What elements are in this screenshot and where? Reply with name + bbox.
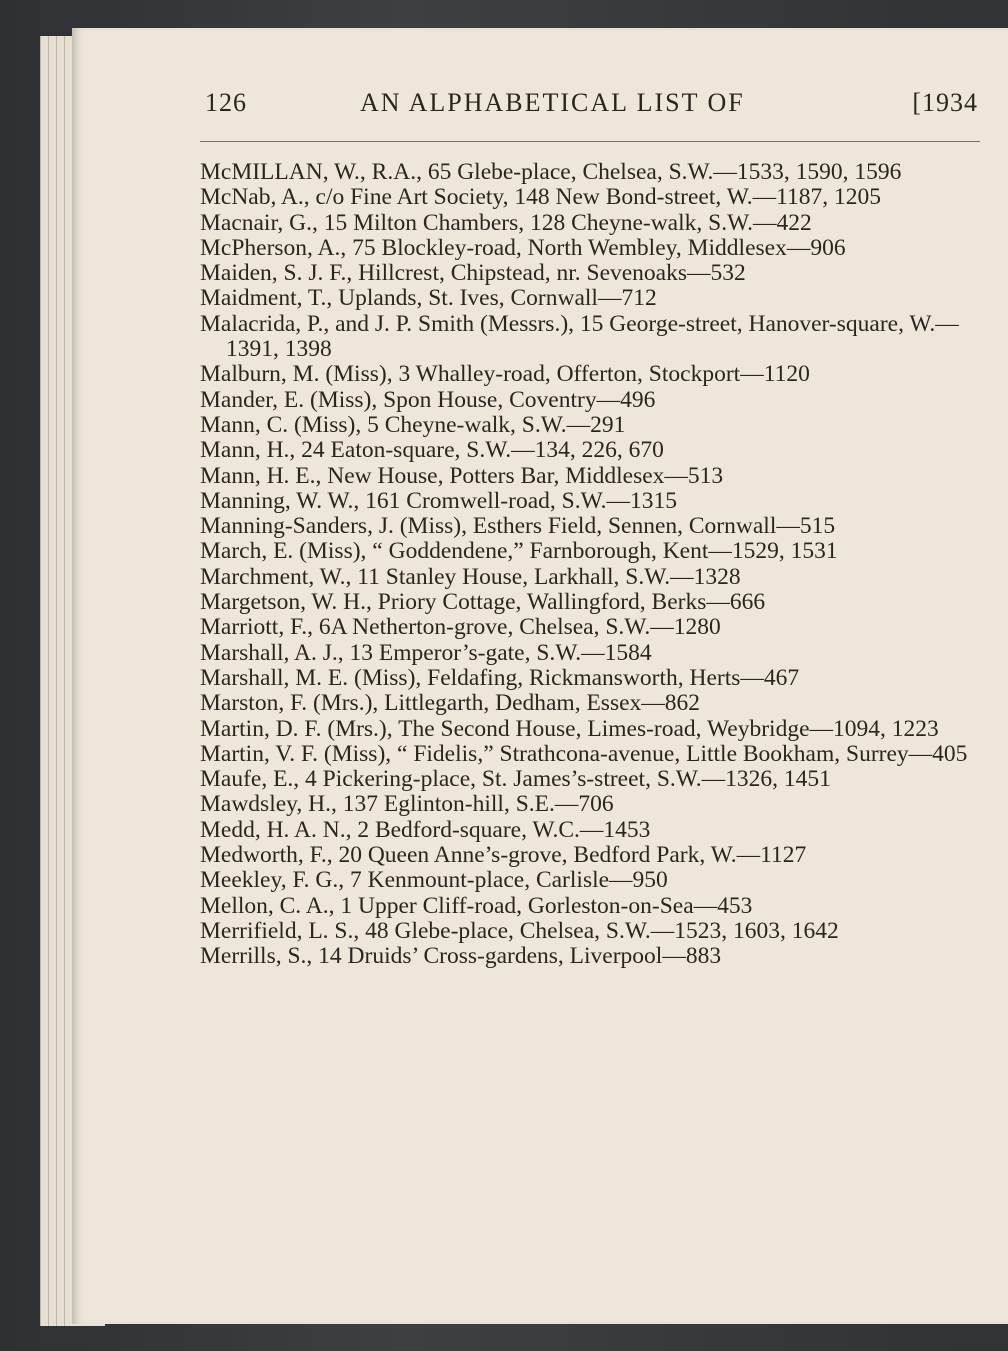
list-entry: Marshall, A. J., 13 Emperor’s-gate, S.W.—1584	[200, 639, 652, 666]
list-entry: Manning, W. W., 161 Cromwell-road, S.W.—1315	[200, 487, 677, 514]
page-title: AN ALPHABETICAL LIST OF	[360, 88, 745, 117]
list-entry: Mann, C. (Miss), 5 Cheyne-walk, S.W.—291	[200, 411, 626, 438]
list-entry: Malacrida, P., and J. P. Smith (Messrs.), 15 George-street, Hanover-square, W.—1391, 1398	[200, 310, 959, 363]
list-entry: Martin, V. F. (Miss), “ Fidelis,” Strathcona-avenue, Little Bookham, Surrey—405	[200, 740, 968, 767]
list-entry: McPherson, A., 75 Blockley-road, North Wembley, Middlesex—906	[200, 234, 846, 261]
list-entry: Meekley, F. G., 7 Kenmount-place, Carlisle—950	[200, 867, 668, 894]
list-entry: Mander, E. (Miss), Spon House, Coventry—496	[200, 386, 656, 413]
list-entry: Merrills, S., 14 Druids’ Cross-gardens, Liverpool—883	[200, 943, 722, 970]
entry-list	[200, 160, 980, 970]
page-number: 126	[205, 88, 247, 117]
header-year: [1934	[912, 88, 978, 117]
list-entry: Macnair, G., 15 Milton Chambers, 128 Cheyne-walk, S.W.—422	[200, 209, 812, 236]
list-entry: Mann, H., 24 Eaton-square, S.W.—134, 226, 670	[200, 437, 664, 464]
list-entry: McNab, A., c/o Fine Art Society, 148 New Bond-street, W.—1187, 1205	[200, 184, 881, 211]
list-entry: Marchment, W., 11 Stanley House, Larkhall, S.W.—1328	[200, 563, 741, 590]
list-entry: Margetson, W. H., Priory Cottage, Wallingford, Berks—666	[200, 589, 766, 616]
list-entry: Malburn, M. (Miss), 3 Whalley-road, Offerton, Stockport—1120	[200, 361, 810, 388]
list-entry: Mellon, C. A., 1 Upper Cliff-road, Gorleston-on-Sea—453	[200, 892, 753, 919]
running-header	[205, 88, 980, 128]
list-entry: Medworth, F., 20 Queen Anne’s-grove, Bedford Park, W.—1127	[200, 842, 807, 869]
list-entry: Marshall, M. E. (Miss), Feldafing, Rickmansworth, Herts—467	[200, 664, 800, 691]
list-entry: Medd, H. A. N., 2 Bedford-square, W.C.—1453	[200, 816, 651, 843]
header-rule	[200, 141, 980, 142]
list-entry: McMILLAN, W., R.A., 65 Glebe-place, Chelsea, S.W.—1533, 1590, 1596	[200, 159, 902, 185]
list-entry: Maiden, S. J. F., Hillcrest, Chipstead, nr. Sevenoaks—532	[200, 260, 746, 287]
list-entry: Mann, H. E., New House, Potters Bar, Middlesex—513	[200, 462, 724, 489]
list-entry: Manning-Sanders, J. (Miss), Esthers Field, Sennen, Cornwall—515	[200, 513, 836, 540]
list-entry: Marston, F. (Mrs.), Littlegarth, Dedham, Essex—862	[200, 690, 701, 717]
list-entry: Maufe, E., 4 Pickering-place, St. James’s-street, S.W.—1326, 1451	[200, 766, 831, 793]
list-entry: Martin, D. F. (Mrs.), The Second House, Limes-road, Weybridge—1094, 1223	[200, 715, 939, 742]
list-entry: March, E. (Miss), “ Goddendene,” Farnborough, Kent—1529, 1531	[200, 538, 838, 565]
list-entry: Merrifield, L. S., 48 Glebe-place, Chelsea, S.W.—1523, 1603, 1642	[200, 917, 839, 944]
list-entry: Mawdsley, H., 137 Eglinton-hill, S.E.—706	[200, 791, 614, 818]
list-entry: Marriott, F., 6A Netherton-grove, Chelsea, S.W.—1280	[200, 614, 721, 641]
list-entry: Maidment, T., Uplands, St. Ives, Cornwall—712	[200, 285, 657, 312]
